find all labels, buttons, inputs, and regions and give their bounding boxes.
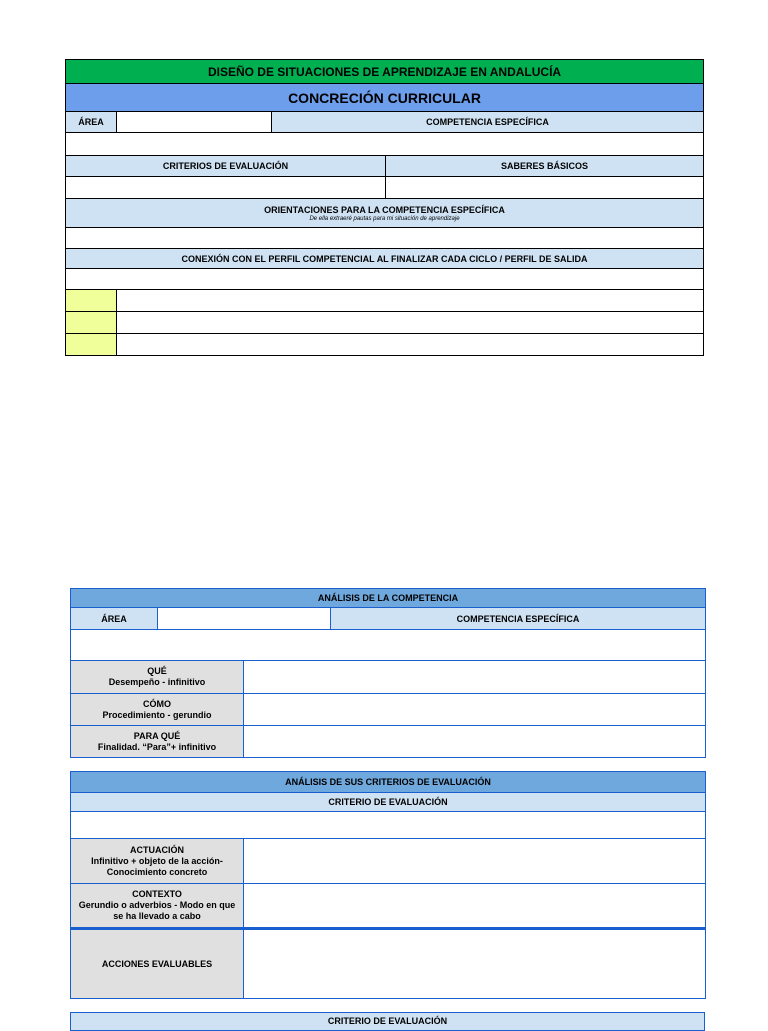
criterios-evaluacion-label: CRITERIOS DE EVALUACIÓN (66, 156, 386, 177)
criterios-evaluacion-field[interactable] (66, 177, 386, 199)
que-field[interactable] (244, 661, 706, 694)
area-field[interactable] (158, 608, 331, 630)
perfil-description-cell[interactable] (117, 334, 704, 356)
competencia-especifica-label: COMPETENCIA ESPECÍFICA (272, 112, 704, 133)
area-label: ÁREA (66, 112, 117, 133)
concrecion-curricular-table (65, 59, 704, 356)
competencia-especifica-label: COMPETENCIA ESPECÍFICA (331, 608, 706, 630)
actuacion-label: ACTUACIÓN Infinitivo + objeto de la acción- Conocimiento concreto (71, 839, 244, 884)
orientaciones-note: De ella extraeré pautas para mi situación de aprendizaje (309, 215, 460, 222)
como-field[interactable] (244, 694, 706, 726)
para-que-label: PARA QUÉ Finalidad. “Para”+ infinitivo (71, 726, 244, 758)
orientaciones-header (66, 199, 704, 228)
criterio-evaluacion-label: CRITERIO DE EVALUACIÓN (71, 1013, 705, 1031)
document-title: DISEÑO DE SITUACIONES DE APRENDIZAJE EN ANDALUCÍA (66, 60, 704, 84)
que-label: QUÉ Desempeño - infinitivo (71, 661, 244, 694)
para-que-field[interactable] (244, 726, 706, 758)
competencia-especifica-field[interactable] (71, 630, 706, 661)
conexion-perfil-label: CONEXIÓN CON EL PERFIL COMPETENCIAL AL FINALIZAR CADA CICLO / PERFIL DE SALIDA (66, 249, 704, 269)
criterio-evaluacion-label: CRITERIO DE EVALUACIÓN (71, 793, 706, 812)
analisis-criterios-table (70, 771, 706, 999)
acciones-evaluables-label: ACCIONES EVALUABLES (71, 929, 244, 999)
area-field[interactable] (117, 112, 272, 133)
contexto-label: CONTEXTO Gerundio o adverbios - Modo en que se ha llevado a cabo (71, 884, 244, 929)
saberes-basicos-field[interactable] (386, 177, 704, 199)
perfil-code-cell[interactable] (66, 334, 117, 356)
como-label: CÓMO Procedimiento - gerundio (71, 694, 244, 726)
orientaciones-label: ORIENTACIONES PARA LA COMPETENCIA ESPECÍFICA (264, 204, 505, 215)
analisis-competencia-title: ANÁLISIS DE LA COMPETENCIA (71, 589, 706, 608)
acciones-evaluables-field[interactable] (244, 929, 706, 999)
criterio-evaluacion-next-table (70, 1012, 705, 1031)
conexion-perfil-field[interactable] (66, 269, 704, 290)
perfil-description-cell[interactable] (117, 312, 704, 334)
area-label: ÁREA (71, 608, 158, 630)
saberes-basicos-label: SABERES BÁSICOS (386, 156, 704, 177)
actuacion-field[interactable] (244, 839, 706, 884)
section-title-concrecion: CONCRECIÓN CURRICULAR (66, 84, 704, 112)
perfil-code-cell[interactable] (66, 312, 117, 334)
criterio-evaluacion-field[interactable] (71, 812, 706, 839)
analisis-criterios-title: ANÁLISIS DE SUS CRITERIOS DE EVALUACIÓN (71, 772, 706, 793)
analisis-competencia-table (70, 588, 706, 758)
contexto-field[interactable] (244, 884, 706, 929)
perfil-description-cell[interactable] (117, 290, 704, 312)
perfil-code-cell[interactable] (66, 290, 117, 312)
competencia-especifica-field[interactable] (66, 133, 704, 156)
orientaciones-field[interactable] (66, 228, 704, 249)
